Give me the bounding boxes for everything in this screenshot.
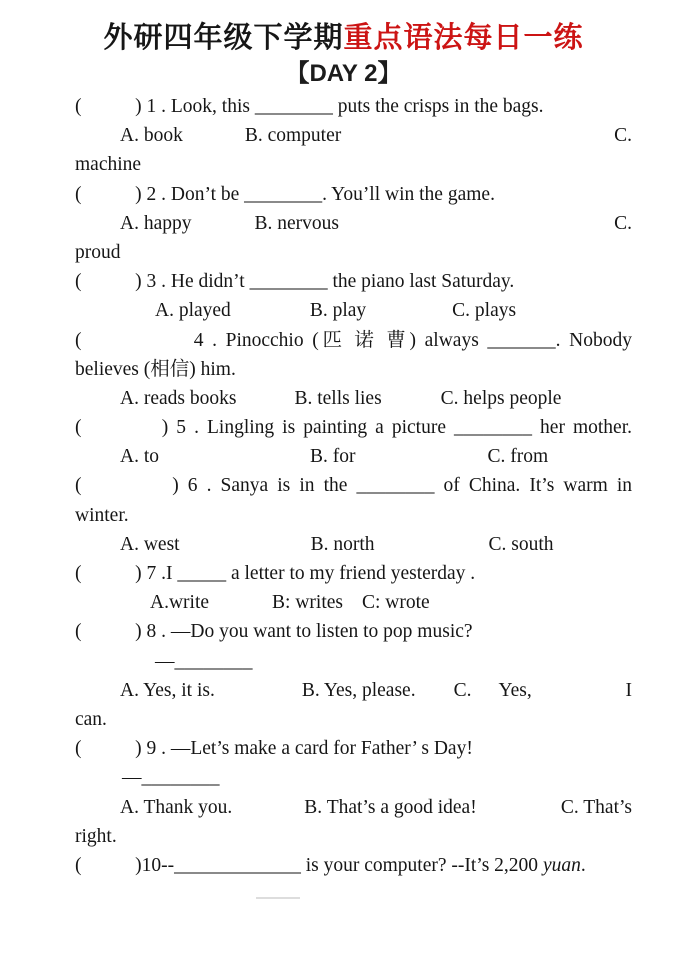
q8-option-a: A. Yes, it is. [120, 679, 215, 701]
q1-option-b: B. computer [244, 125, 342, 147]
q3-option-b: B. play [309, 300, 367, 322]
title-black-part: 外研四年级下学期 [103, 22, 344, 54]
q6-stem-overflow: winter. [75, 504, 129, 526]
q2-option-c: C. [614, 212, 632, 234]
q5-option-c: C. from [487, 446, 549, 468]
page-subtitle: 【DAY 2】 [285, 60, 402, 87]
q8-option-c-text-2: I [625, 679, 632, 701]
q7-option-a: A.write [150, 592, 210, 614]
q3-options [75, 296, 632, 325]
q2-option-b: B. nervous [254, 212, 339, 234]
q2-option-a: A. happy [120, 212, 192, 234]
q1-option-a: A. book [120, 125, 183, 147]
q9-option-c: C. That’s [560, 796, 632, 818]
title-red-part: 重点语法每日一练 [343, 22, 584, 54]
q6-option-a: A. west [120, 533, 180, 555]
page-title [0, 20, 687, 57]
q9-option-a: A. Thank you. [120, 796, 233, 818]
q4-stem: ( 4 . Pinocchio (匹 诺 曹) always _______. Nobody [75, 329, 632, 351]
q5-options [75, 442, 632, 471]
q2-option-c-overflow: proud [75, 241, 121, 263]
q1-option-c-overflow: machine [75, 154, 142, 176]
q6-option-b: B. north [310, 533, 375, 555]
q10-stem [75, 851, 632, 880]
q8-option-b: B. Yes, please. [301, 679, 416, 701]
q2-options [75, 209, 632, 238]
q1-stem: ( ) 1 . Look, this ________ puts the crisps in the bags. [75, 96, 544, 117]
q5-option-a: A. to [120, 446, 159, 468]
q9-stem: ( ) 9 . —Let’s make a card for Father’ s Day! [75, 738, 473, 760]
q4-option-b: B. tells lies [294, 387, 382, 409]
q8-option-c-text-1: Yes, [498, 679, 532, 701]
scan-artifact-line [256, 897, 300, 899]
q8-answer-blank: —________ [155, 650, 253, 672]
q4-option-c: C. helps people [440, 387, 562, 409]
q4-stem-overflow: believes (相信) him. [75, 358, 236, 380]
q4-option-a: A. reads books [120, 387, 237, 409]
q1-options [75, 121, 632, 150]
page-header [0, 20, 687, 90]
q4-options [75, 384, 632, 413]
q6-stem: ( ) 6 . Sanya is in the ________ of China. It’s warm in [75, 475, 632, 497]
q9-answer-blank: —________ [122, 767, 220, 789]
q7-stem: ( ) 7 .I _____ a letter to my friend yesterday . [75, 563, 476, 584]
q8-options [75, 676, 632, 705]
q8-stem: ( ) 8 . —Do you want to listen to pop music? [75, 621, 473, 643]
q9-option-b: B. That’s a good idea! [304, 796, 477, 818]
q10-stem-italic-yuan: yuan [542, 854, 581, 876]
q6-option-c: C. south [488, 533, 554, 555]
q2-stem: ( ) 2 . Don’t be ________. You’ll win the game. [75, 183, 495, 205]
q3-stem: ( ) 3 . He didn’t ________ the piano last Saturday. [75, 271, 515, 293]
q5-stem: ( ) 5 . Lingling is painting a picture ________ her mother. [75, 417, 632, 439]
q10-stem-period: . [580, 854, 586, 876]
q5-option-b: B. for [310, 446, 356, 468]
worksheet-body [0, 90, 687, 880]
q10-stem-text: ( )10--_____________ is your computer? --It’s 2,200 [75, 854, 543, 876]
q7-option-b: B: writes [272, 592, 343, 614]
q1-option-c: C. [614, 125, 632, 147]
q9-options [75, 793, 632, 822]
q7-option-c: C: wrote [362, 592, 430, 614]
q3-option-a: A. played [155, 300, 231, 322]
q3-option-c: C. plays [452, 300, 517, 322]
q8-option-c: C. [453, 679, 472, 701]
q7-options [75, 588, 632, 617]
q9-option-c-overflow: right. [75, 825, 117, 847]
q8-option-c-overflow: can. [75, 708, 107, 730]
q6-options [75, 530, 632, 559]
